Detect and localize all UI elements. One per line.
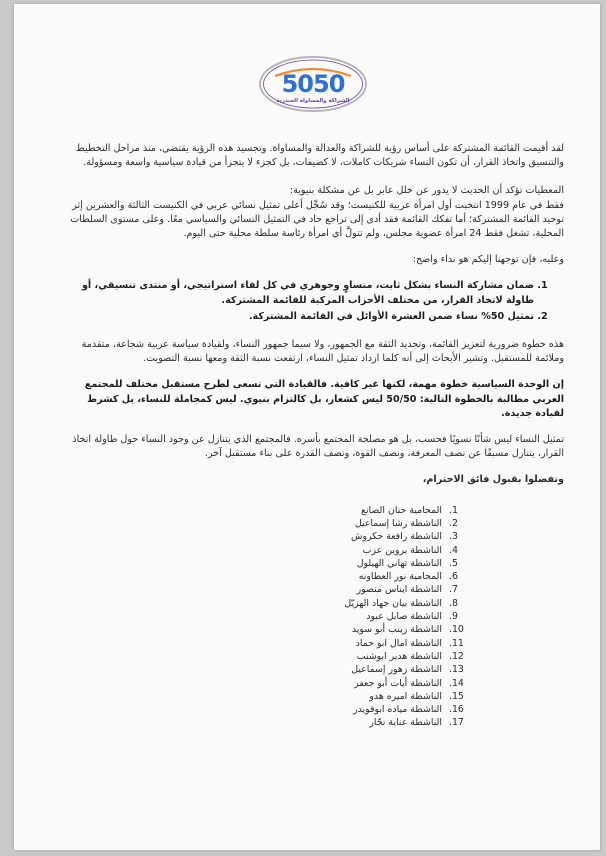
demand-item: 2. تمثيل 50% نساء ضمن العشرة الأوائل في القائمة المشتركة. [58, 310, 534, 324]
demands-list [58, 279, 564, 324]
signatory-item: 15. الناشطة اميره هدو [58, 690, 446, 703]
signatory-item: 5. الناشطة تهاني الهيلول [58, 557, 446, 570]
logo-number: 5050 [281, 70, 345, 98]
signatory-item: 16. الناشطة مياده ابوقويدر [58, 703, 446, 716]
signatory-item: 4. الناشطة بروين عزب [58, 544, 446, 557]
signatory-item: 17. الناشطة عناية نجّار [58, 716, 446, 729]
unity-paragraph: إن الوحدة السياسية خطوة مهمة، لكنها غير كافية. فالقيادة التي تسعى لطرح مستقبل مختلف للمجتمع العربي مطالبة بالخطوة التالية: 50/50 ليس كشعار، بل كالتزام بنيوي. ليس كمجاملة للنساء، بل كشرط لقيادة جديدة. [84, 379, 564, 419]
letter-body [58, 142, 564, 730]
signatory-item: 14. الناشطة أيات أبو جعفر [58, 677, 446, 690]
signatory-item: 13. الناشطة زهور إسماعيل [58, 663, 446, 676]
call-intro: وعليه، فإن توجهنا إليكم هو نداء واضح: [412, 254, 564, 266]
logo-5050 [257, 54, 369, 114]
representation-paragraph: تمثيل النساء ليس شأنًا نسويًا فحسب، بل هو مصلحة المجتمع بأسره. فالمجتمع الذي يتنازل عن وجود النساء حول طاولة اتخاذ القرار، يتنازل مسبقًا عن نصف المعرفة، ونصف القوة، ونصف القدرة على بناء مستقبل آخر. [72, 434, 564, 460]
signatory-item: 8. الناشطة بيان جهاد الهزيّل [58, 597, 446, 610]
demand-item: 1. ضمان مشاركة النساء بشكل ثابت، متساوٍ وجوهري في كل لقاء استراتيجي، أو منتدى تنسيقي، أو طاولة لاتخاذ القرار، من مختلف الأحزاب المركبة للقائمة المشتركة. [58, 279, 534, 307]
document-page [14, 4, 600, 850]
logo-subtitle: الشراكة والمساواة الجندرية [276, 98, 350, 104]
signatory-item: 7. الناشطة ايناس منصور [58, 583, 446, 596]
signatory-item: 12. الناشطة هدير ابوشنب [58, 650, 446, 663]
data-paragraph: فقط في عام 1999 انتخبت أول امرأة عربية للكنيست؛ وقد سُجِّل أعلى تمثيل نسائي عربي في الكنيست الثالثة والعشرين إثر توحيد القائمة المشتركة؛ أما تفكك القائمة فقد أدى إلى تراجع حاد في التمثيل النسائي والسياسي معًا. وعلى مستوى السلطات المحلية، تشغل فقط 24 امرأة عضوية مجلس، ولم تتولَّ أي امرأة رئاسة سلطة محلية حتى اليوم. [70, 199, 564, 240]
data-lead: المعطيات تؤكد أن الحديث لا يدور عن خلل عابر بل عن مشكلة بنيوية: [289, 185, 564, 197]
signatory-item: 3. الناشطة رافعة حكروش [58, 530, 446, 543]
signatory-item: 1. المحامية حنان الصانع [58, 504, 446, 517]
signatory-item: 6. المحامية نور العطاونه [58, 570, 446, 583]
intro-paragraph: لقد أقيمت القائمة المشتركة على أساس رؤية للشراكة والعدالة والمساواة. وتجسيد هذه الرؤية يقتضي، منذ مراحل التخطيط والتنسيق واتخاذ القرار، أن تكون النساء شريكات كاملات، لا كضيفات، بل كجزء لا يتجزأ من قيادة سياسية واسعة ومسؤولة. [75, 143, 564, 169]
signatory-item: 10. الناشطة زينب أبو سويد [58, 623, 446, 636]
signatory-item: 9. الناشطة صابل عبود [58, 610, 446, 623]
signatory-item: 2. الناشطة رشا إسماعيل [58, 517, 446, 530]
closing-line: وتفضلوا بقبول فائق الاحترام، [422, 474, 564, 486]
signatory-item: 11. الناشطة امال ابو حماد [58, 637, 446, 650]
signatories-list [58, 504, 564, 730]
necessity-paragraph: هذه خطوة ضرورية لتعزيز القائمة، وتجديد الثقة مع الجمهور، ولا سيما جمهور النساء، ولقيادة سياسة عربية شجاعة، متقدمة وملائمة للمستقبل. وتشير الأبحاث إلى أنه كلما ازداد تمثيل النساء، ارتفعت نسبة الثقة ومعها نسبة التصويت. [81, 339, 564, 365]
